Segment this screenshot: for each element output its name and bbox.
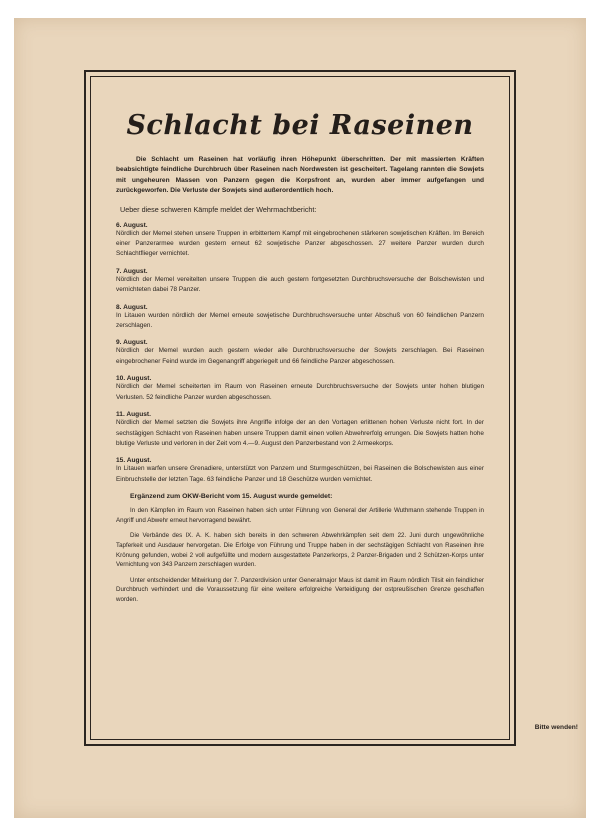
- report-lead-line: Ueber diese schweren Kämpfe meldet der Wehrmachtbericht:: [120, 204, 317, 214]
- report-date: 11. August.: [116, 411, 151, 419]
- report-entry: [116, 268, 484, 296]
- okw-paragraph: Die Verbände des IX. A. K. haben sich bereits in den schweren Abwehrkämpfen seit dem 22. Juni durch ungewöhnliche Tapferkeit und Ausdauer hervorgetan. Die Erfolge von Führung und Truppe haben in der sechstägigen Schlacht von Raseinen ihre Krönung gefunden, wobei 2 voll aufgefüllte und modern ausgestattete Panzerkorps, 2 Panzer-Brigaden und 2 Schützen-Korps unter Vernichtung von 343 Panzern zerschlagen wurden.: [116, 532, 484, 569]
- report-entry: [116, 411, 484, 449]
- report-entry: [116, 304, 484, 332]
- report-text: Nördlich der Memel vereitelten unsere Truppen die auch gestern fortgesetzten Durchbruchsversuche der Bolschewisten und vernichteten dabei 78 Panzer.: [116, 275, 484, 294]
- okw-paragraph: Unter entscheidender Mitwirkung der 7. Panzerdivision unter Generalmajor Maus ist damit im Raum nördlich Tilsit ein feindlicher Durchbruch verhindert und die Voraussetzung für eine weitere erfolgreiche Verteidigung der ostpreußischen Grenze geschaffen worden.: [116, 576, 484, 603]
- report-date: 8. August.: [116, 303, 148, 311]
- report-text: Nördlich der Memel wurden auch gestern wieder alle Durchbruchsversuche der Sowjets zerschlagen. Bei Raseinen eingebrochener Feind wurde im Gegenangriff abgeriegelt und 66 feindliche Panzer abgeschossen.: [116, 347, 484, 365]
- report-date: 15. August.: [116, 457, 152, 465]
- report-entry: [116, 222, 484, 260]
- report-date: 9. August.: [116, 339, 148, 347]
- report-text: Nördlich der Memel setzten die Sowjets ihre Angriffe infolge der an den Vortagen erlittenen hohen Verluste nicht fort. In der sechstägigen Schlacht von Raseinen haben unsere Truppen damit einen vollen Abwehrerfolg errungen. Die Sowjets hatten hohe blutige Verluste und verloren in der Zeit vom 4.—9. August den Panzerbestand von 2 Armeekorps.: [116, 419, 484, 447]
- report-entry: [116, 375, 484, 403]
- report-text: Nördlich der Memel stehen unsere Truppen in erbittertem Kampf mit eingebrochenen stärkeren sowjetischen Kräften. Im Bereich einer Panzerarmee wurden gestern erneut 62 sowjetische Panzer abgeschossen. 27 weitere Panzer wurden durch Schlachtflieger vernichtet.: [116, 229, 484, 258]
- report-entry: [116, 457, 484, 485]
- report-text: In Litauen wurden nördlich der Memel erneute sowjetische Durchbruchsversuche unter Abschuß von 60 feindlichen Panzern zerschlagen.: [116, 311, 484, 330]
- document-body: [116, 110, 484, 604]
- intro-paragraph: Die Schlacht um Raseinen hat vorläufig ihren Höhepunkt überschritten. Der mit massierten Kräften beabsichtigte feindliche Durchbruch über Raseinen nach Nordwesten ist gescheitert. Tagelang rannten die Sowjets mit ungeheuren Massen von Panzern gegen die Korpsfront an, wurden aber immer aufgefangen und zurückgeworfen. Die Verluste der Sowjets sind außerordentlich hoch.: [116, 156, 484, 195]
- report-date: 7. August.: [116, 267, 148, 275]
- report-text: In Litauen warfen unsere Grenadiere, unterstützt von Panzern und Sturmgeschützen, bei Raseinen die Bolschewisten aus einer Einbruchstelle der letzten Tage. 63 feindliche Panzer und 18 Geschütze wurden vernichtet.: [116, 465, 484, 483]
- report-date: 6. August.: [116, 221, 148, 229]
- okw-paragraph: In den Kämpfen im Raum von Raseinen haben sich unter Führung von General der Artillerie Wuthmann stehende Truppen in Angriff und Abwehr erneut hervorragend bewährt.: [116, 507, 484, 524]
- report-entry: [116, 339, 484, 367]
- document-title: Schlacht bei Raseinen: [126, 110, 474, 141]
- please-turn-over-note: Bitte wenden!: [534, 724, 578, 731]
- okw-supplement-heading: Ergänzend zum OKW-Bericht vom 15. August wurde gemeldet:: [130, 493, 333, 501]
- report-date: 10. August.: [116, 375, 152, 383]
- report-text: Nördlich der Memel scheiterten im Raum von Raseinen erneute Durchbruchsversuche der Sowjets unter hohen blutigen Verlusten. 52 feindliche Panzer wurden abgeschossen.: [116, 383, 484, 401]
